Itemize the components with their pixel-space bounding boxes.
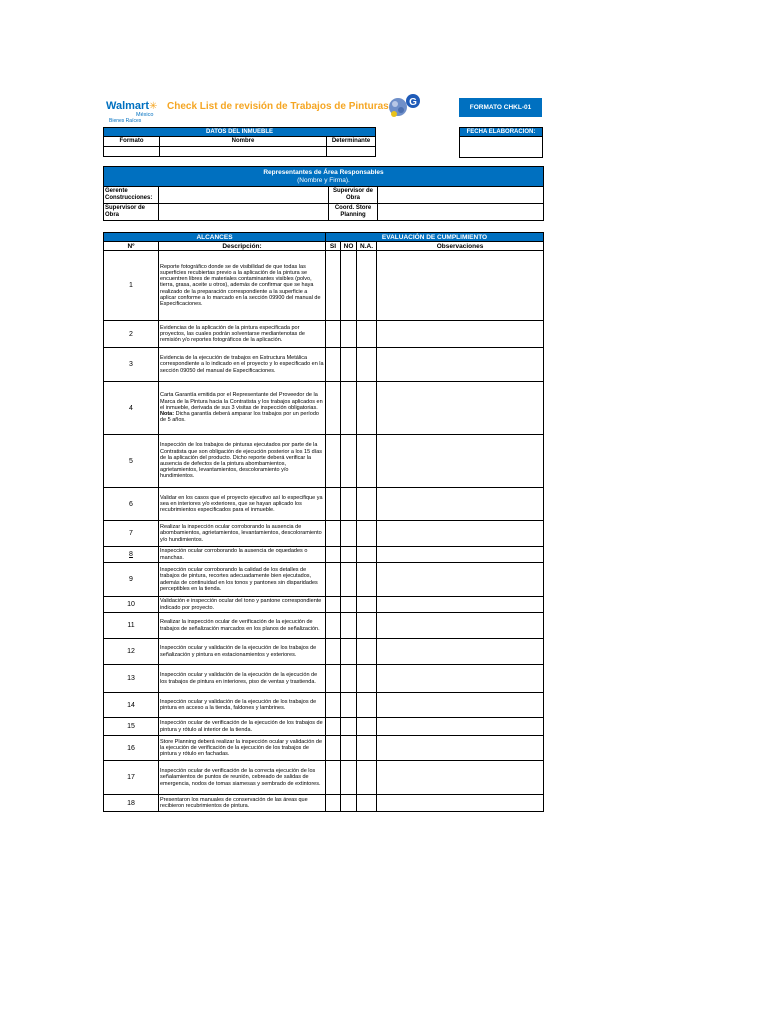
na-cell[interactable] [357,563,377,597]
item-number: 10 [104,597,159,613]
item-number: 12 [104,639,159,665]
fecha-field[interactable] [460,137,543,158]
observaciones-cell[interactable] [377,597,544,613]
inmueble-table [103,127,376,157]
item-description-text: Inspección ocular corroborando la calidad de los detalles de trabajos de pintura, recortes adecuadamente bien ejecutados, además de continuidad en los tonos y pantones sin disparidades perceptibles en la tienda. [160,567,318,592]
no-cell[interactable] [341,665,357,693]
item-description-text: Inspección ocular de verificación de la ejecución de los trabajos de pintura y rótulo al interior de la tienda. [160,720,323,733]
item-number: 13 [104,665,159,693]
col-determinante: Determinante [327,137,376,147]
item-description-text: Store Planning deberá realizar la inspección ocular y validación de la ejecución de verificación de la ejecución de los trabajos de pintura y rótulo en fachadas. [160,738,323,758]
table-row [104,521,544,547]
na-cell[interactable] [357,348,377,382]
item-description [159,795,326,812]
item-description [159,613,326,639]
na-cell[interactable] [357,665,377,693]
item-description [159,718,326,736]
determinante-field[interactable] [327,147,376,157]
observaciones-cell[interactable] [377,521,544,547]
no-cell[interactable] [341,693,357,718]
item-description [159,761,326,795]
observaciones-cell[interactable] [377,382,544,435]
globe-logo-icon [386,92,426,120]
table-row [104,563,544,597]
item-description [159,597,326,613]
si-cell[interactable] [326,597,341,613]
gerente-field[interactable] [159,187,329,204]
item-note-text: Dicha garantía deberá amparar los trabajos por un período de 5 años. [160,411,319,424]
table-row [104,761,544,795]
table-row [104,547,544,563]
na-cell[interactable] [357,488,377,521]
na-cell[interactable] [357,718,377,736]
item-description [159,251,326,321]
nombre-field[interactable] [160,147,327,157]
alcances-header: ALCANCES [104,233,326,242]
table-row [104,488,544,521]
table-row [104,613,544,639]
na-cell[interactable] [357,547,377,563]
na-cell[interactable] [357,435,377,488]
supervisor-obra-field-left[interactable] [159,204,329,221]
item-number: 7 [104,521,159,547]
table-row [104,639,544,665]
no-cell[interactable] [341,761,357,795]
no-cell[interactable] [341,488,357,521]
item-number: 18 [104,795,159,812]
item-description [159,521,326,547]
na-cell[interactable] [357,521,377,547]
na-cell[interactable] [357,382,377,435]
na-cell[interactable] [357,761,377,795]
observaciones-cell[interactable] [377,639,544,665]
checklist-table [103,232,544,812]
page-title: Check List de revisión de Trabajos de Pinturas [167,101,389,112]
na-cell[interactable] [357,639,377,665]
no-cell[interactable] [341,795,357,812]
observaciones-cell[interactable] [377,488,544,521]
table-row [104,718,544,736]
observaciones-cell[interactable] [377,795,544,812]
item-description-text: Inspección ocular y validación de la ejecución de los trabajos de señalización y pintura en estacionamientos y exteriores. [160,645,317,658]
si-cell[interactable] [326,321,341,348]
si-cell[interactable] [326,665,341,693]
logo-brand: Walmart [106,100,149,112]
item-description-text: Inspección ocular corroborando la ausencia de oquedades o manchas. [160,548,308,561]
observaciones-cell[interactable] [377,251,544,321]
na-cell[interactable] [357,321,377,348]
item-number: 15 [104,718,159,736]
si-cell[interactable] [326,382,341,435]
format-code-badge: FORMATO CHKL-01 [459,98,542,117]
col-na: N.A. [357,242,377,251]
no-cell[interactable] [341,435,357,488]
item-note-label: Nota: [160,411,175,418]
si-cell[interactable] [326,563,341,597]
no-cell[interactable] [341,547,357,563]
table-row [104,665,544,693]
table-row [104,736,544,761]
inmueble-title: DATOS DEL INMUEBLE [104,128,376,137]
si-cell[interactable] [326,251,341,321]
si-cell[interactable] [326,488,341,521]
si-cell[interactable] [326,348,341,382]
no-cell[interactable] [341,736,357,761]
no-cell[interactable] [341,251,357,321]
table-row [104,435,544,488]
walmart-logo [106,96,162,122]
gerente-label: Gerente Construcciones: [104,187,159,204]
item-number: 8 [104,547,159,563]
no-cell[interactable] [341,613,357,639]
table-row [104,795,544,812]
item-number: 11 [104,613,159,639]
si-cell[interactable] [326,639,341,665]
no-cell[interactable] [341,718,357,736]
item-description-text: Carta Garantía emitida por el Representante del Proveedor de la Marca de la Pintura hacia la Contratista y los trabajos aplicados en el inmueble, derivada de sus 3 visitas de inspección obligatorias. [160,392,323,411]
col-no: NO [341,242,357,251]
na-cell[interactable] [357,693,377,718]
item-description [159,665,326,693]
item-number: 6 [104,488,159,521]
col-descripcion: Descripción: [159,242,326,251]
na-cell[interactable] [357,613,377,639]
observaciones-cell[interactable] [377,321,544,348]
logo-country: México [136,112,154,118]
spark-icon: ✳ [149,101,158,112]
logo-subtitle: Bienes Raíces [109,118,142,124]
item-number: 16 [104,736,159,761]
formato-field[interactable] [104,147,160,157]
item-number: 14 [104,693,159,718]
item-description-text: Reporte fotográfico donde se de visibilidad de que todas las superficies recubiertas previo a la aplicación de la pintura se encuentren libres de materiales contaminantes visibles (polvo, tierra, grasa, aceite u otros), además de confirmar que se haya realizado de la preparación correspondiente a la superficie a aplicar conforme a lo marcado en la sección 09900 del manual de Especificaciones. [160,263,321,307]
item-description-text: Validación e inspección ocular del tono y pantone correspondiente indicado por proyecto. [160,598,322,611]
si-cell[interactable] [326,521,341,547]
table-row [104,321,544,348]
col-numero: Nº [104,242,159,251]
table-row [104,251,544,321]
col-si: SI [326,242,341,251]
observaciones-cell[interactable] [377,547,544,563]
observaciones-cell[interactable] [377,563,544,597]
item-number: 4 [104,382,159,435]
item-number: 1 [104,251,159,321]
item-number: 2 [104,321,159,348]
item-description [159,435,326,488]
observaciones-cell[interactable] [377,718,544,736]
na-cell[interactable] [357,795,377,812]
si-cell[interactable] [326,693,341,718]
item-number: 9 [104,563,159,597]
supervisor-obra-field-right[interactable] [378,187,544,204]
item-description-text: Inspección de los trabajos de pinturas ejecutados por parte de la Contratista que son obligación de ejecución posterior a los 15 días de la aplicación del producto. Dicho reporte deberá verificar la ausencia de defectos de la pintura abombamientos, agrietamientos, levantamientos, descoloramiento y/o hundimientos. [160,442,323,480]
supervisor-obra-label-left: Supervisor de Obra [104,204,159,221]
observaciones-cell[interactable] [377,348,544,382]
item-description-text: Presentaron los manuales de conservación de las áreas que recibieron recubrimientos de pintura. [160,796,308,809]
observaciones-cell[interactable] [377,435,544,488]
item-description-text: Inspección ocular y validación de la ejecución de la ejecución de los trabajos de pintura en interiores, piso de ventas y trastienda. [160,672,318,685]
observaciones-cell[interactable] [377,736,544,761]
observaciones-cell[interactable] [377,761,544,795]
item-description [159,736,326,761]
representantes-title: Representantes de Área Responsables [263,168,384,176]
table-row [104,693,544,718]
no-cell[interactable] [341,597,357,613]
observaciones-cell[interactable] [377,665,544,693]
si-cell[interactable] [326,795,341,812]
supervisor-obra-label-right: Supervisor de Obra [329,187,378,204]
table-row [104,348,544,382]
svg-text:G: G [409,97,417,108]
na-cell[interactable] [357,736,377,761]
item-description [159,382,326,435]
item-description-text: Validar en los casos que el proyecto ejecutivo así lo especifique ya sea en interiores y/o exteriores, que se hayan aplicado los recubrimientos especificados para el inmueble. [160,494,323,514]
item-description [159,348,326,382]
table-row [104,382,544,435]
col-nombre: Nombre [160,137,327,147]
item-number: 3 [104,348,159,382]
fecha-label: FECHA ELABORACIÓN: [460,128,543,137]
representantes-table [103,166,544,221]
item-description-text: Inspección ocular de verificación de la correcta ejecución de los señalamientos de puntos de reunión, cebreado de salidas de emergencia, nodos de tomas siamesas y sembrado de extintores. [160,768,321,787]
item-description [159,563,326,597]
item-description [159,693,326,718]
si-cell[interactable] [326,736,341,761]
si-cell[interactable] [326,547,341,563]
coord-store-planning-label: Coord. Store Planning [329,204,378,221]
item-description-text: Inspección ocular y validación de la ejecución de los trabajos de pintura en acceso a la tienda, faldones y lambrines. [160,698,317,711]
item-description [159,639,326,665]
col-observaciones: Observaciones [377,242,544,251]
no-cell[interactable] [341,639,357,665]
no-cell[interactable] [341,382,357,435]
si-cell[interactable] [326,718,341,736]
fecha-table [459,127,543,158]
no-cell[interactable] [341,521,357,547]
item-description-text: Realizar la inspección ocular corroborando la ausencia de abombamientos, agrietamientos, levantamientos, descoloramiento y/o hundimientos. [160,524,322,543]
item-description [159,547,326,563]
no-cell[interactable] [341,563,357,597]
item-description [159,321,326,348]
col-formato: Formato [104,137,160,147]
na-cell[interactable] [357,597,377,613]
no-cell[interactable] [341,321,357,348]
evaluacion-header: EVALUACIÓN DE CUMPLIMIENTO [326,233,544,242]
coord-store-planning-field[interactable] [378,204,544,221]
si-cell[interactable] [326,761,341,795]
na-cell[interactable] [357,251,377,321]
item-description-text: Realizar la inspección ocular de verificación de la ejecución de trabajos de señalización marcados en los planos de señalización. [160,619,320,632]
item-description [159,488,326,521]
item-number: 5 [104,435,159,488]
item-description-text: Evidencias de la aplicación de la pintura especificada por proyectos, las cuales podrán solventarse mediantenotas de remisión y/o reportes fotográficos de la aplicación. [160,324,305,344]
observaciones-cell[interactable] [377,613,544,639]
si-cell[interactable] [326,613,341,639]
representantes-subtitle: (Nombre y Firma). [297,176,350,184]
item-description-text: Evidencia de la ejecución de trabajos en Estructura Metálica correspondiente a lo indicado en el proyecto y lo especificado en la sección 09050 del manual de Especificaciones. [160,355,324,374]
si-cell[interactable] [326,435,341,488]
table-row [104,597,544,613]
item-number: 17 [104,761,159,795]
observaciones-cell[interactable] [377,693,544,718]
no-cell[interactable] [341,348,357,382]
